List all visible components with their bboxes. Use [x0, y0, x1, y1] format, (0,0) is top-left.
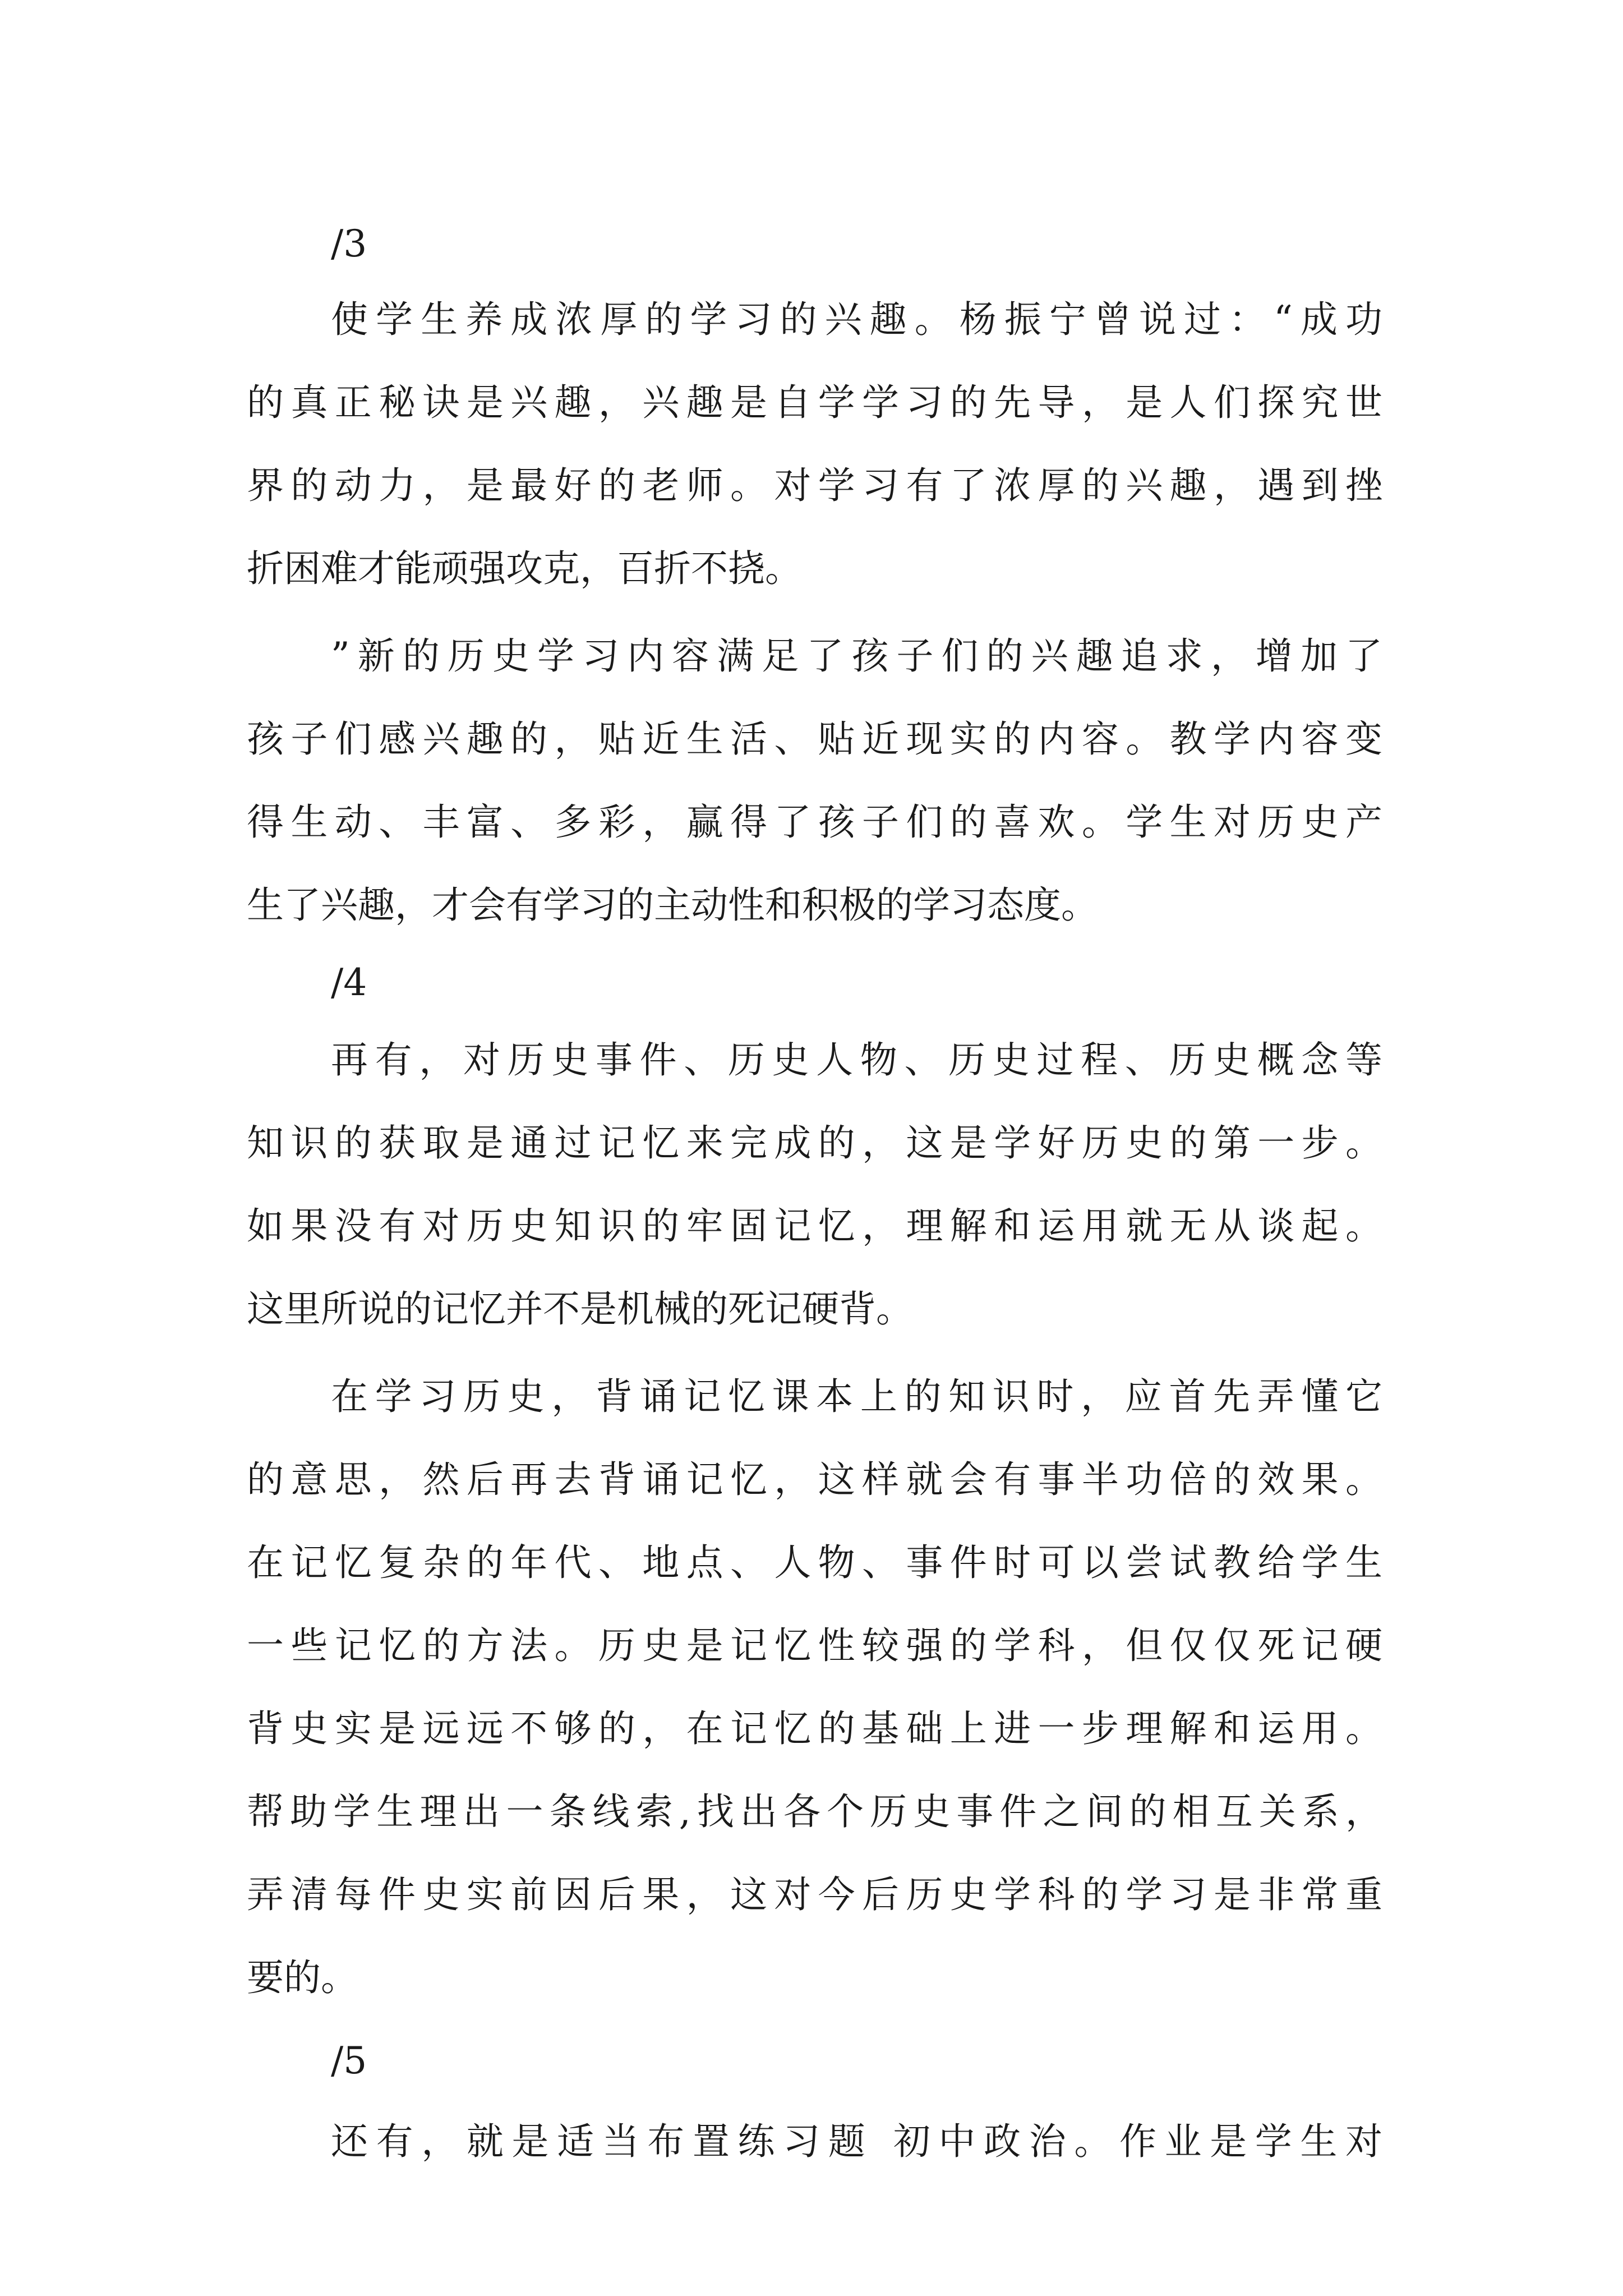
- paragraph-line: 知识的获取是通过记忆来完成的，这是学好历史的第一步。: [247, 1121, 1382, 1165]
- paragraph-line: 要的。: [247, 1956, 358, 1999]
- paragraph-line: 再有，对历史事件、历史人物、历史过程、历史概念等: [331, 1038, 1382, 1082]
- section-marker-3: /3: [331, 222, 367, 265]
- paragraph-line: 还有，就是适当布置练习题 初中政治。作业是学生对: [331, 2120, 1382, 2163]
- paragraph-line: 在学习历史，背诵记忆课本上的知识时，应首先弄懂它: [331, 1375, 1382, 1418]
- paragraph-line: 在记忆复杂的年代、地点、人物、事件时可以尝试教给学生: [247, 1541, 1382, 1584]
- paragraph-line: 孩子们感兴趣的，贴近生活、贴近现实的内容。教学内容变: [247, 717, 1382, 761]
- paragraph-line: 使学生养成浓厚的学习的兴趣。杨振宁曾说过：“成功: [331, 298, 1382, 341]
- paragraph-line: ”新的历史学习内容满足了孩子们的兴趣追求，增加了: [331, 634, 1382, 678]
- paragraph-line: 如果没有对历史知识的牢固记忆，理解和运用就无从谈起。: [247, 1204, 1382, 1248]
- paragraph-line: 折困难才能顽强攻克，百折不挠。: [247, 547, 802, 590]
- paragraph-line: 的真正秘诀是兴趣，兴趣是自学学习的先导，是人们探究世: [247, 381, 1382, 424]
- section-marker-5: /5: [331, 2039, 367, 2082]
- paragraph-line: 帮助学生理出一条线索,找出各个历史事件之间的相互关系，: [247, 1790, 1382, 1833]
- paragraph-line: 背史实是远远不够的，在记忆的基础上进一步理解和运用。: [247, 1707, 1382, 1750]
- paragraph-line: 生了兴趣，才会有学习的主动性和积极的学习态度。: [247, 884, 1098, 927]
- section-marker-4: /4: [331, 961, 367, 1004]
- paragraph-line: 弄清每件史实前因后果，这对今后历史学科的学习是非常重: [247, 1873, 1382, 1916]
- paragraph-line: 这里所说的记忆并不是机械的死记硬背。: [247, 1287, 913, 1331]
- paragraph-line: 一些记忆的方法。历史是记忆性较强的学科，但仅仅死记硬: [247, 1624, 1382, 1667]
- paragraph-line: 界的动力，是最好的老师。对学习有了浓厚的兴趣，遇到挫: [247, 464, 1382, 507]
- paragraph-line: 的意思，然后再去背诵记忆，这样就会有事半功倍的效果。: [247, 1458, 1382, 1501]
- paragraph-line: 得生动、丰富、多彩，赢得了孩子们的喜欢。学生对历史产: [247, 800, 1382, 844]
